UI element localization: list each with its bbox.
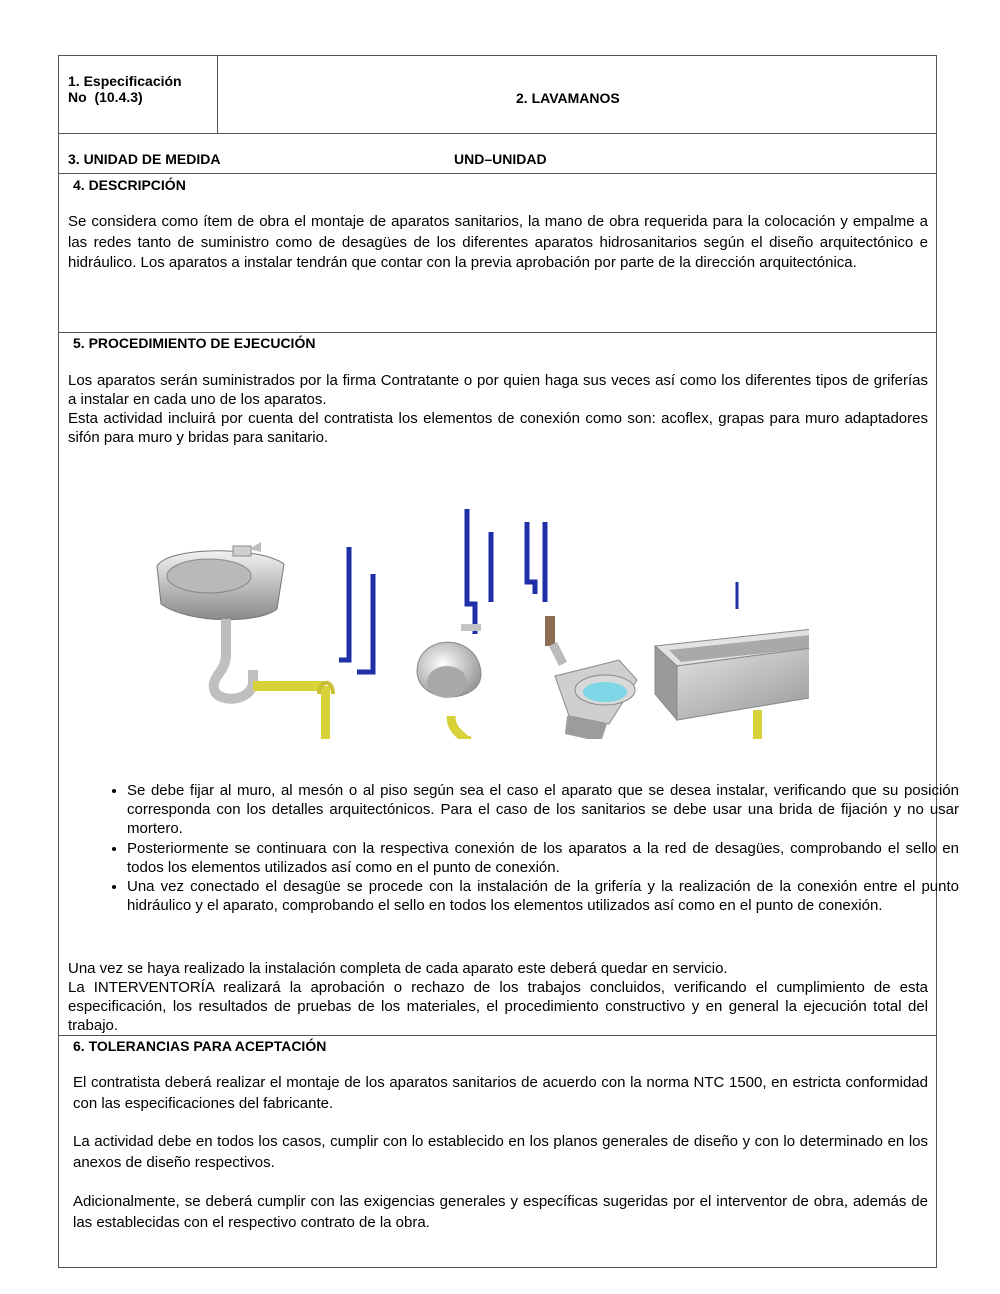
list-item: • Posteriormente se continuara con la respectiva conexión de los aparatos a la red de desagües, comprobando el sello en todos los elementos utilizados así como en el punto de conexión. [127,839,959,877]
bathtub-icon [655,582,809,739]
column-divider [217,56,218,133]
spec-label: 1. Especificación [68,73,182,89]
procedure-paragraph: Los aparatos serán suministrados por la firma Contratante o por quien haga sus veces así como los diferentes tipos de griferías a instalar en cada uno de los aparatos. [68,372,928,408]
toilet-icon [527,522,637,739]
urinal-icon [417,509,491,739]
sanitary-fixtures-illustration [149,454,809,739]
procedure-steps-list [97,781,959,915]
row-divider [59,1035,936,1036]
list-item: • Se debe fijar al muro, al mesón o al piso según sea el caso el aparato que se desea instalar, verificando que su posición corresponda con los detalles arquitectónicos. Para el caso de los sanitarios se debe usar una brida de fijación y no usar mortero. [127,781,959,839]
procedure-paragraph: Esta actividad incluirá por cuenta del contratista los elementos de conexión como son: acoflex, grapas para muro adaptadores sifón para muro y bridas para sanitario. [68,410,928,446]
closing-paragraph: Una vez se haya realizado la instalación completa de cada aparato este deberá quedar en servicio. [68,960,728,977]
row-divider [59,173,936,174]
washbasin-icon [157,542,373,739]
procedure-heading: 5. PROCEDIMIENTO DE EJECUCIÓN [73,335,316,351]
description-heading: 4. DESCRIPCIÓN [73,177,186,193]
item-title: 2. LAVAMANOS [516,90,620,106]
list-item: • Una vez conectado el desagüe se procede con la instalación de la grifería y la realización de la conexión entre el punto hidráulico y el aparato, comprobando el sello en todos los elementos utilizados así como en el punto de conexión. [127,877,959,915]
tolerances-heading: 6. TOLERANCIAS PARA ACEPTACIÓN [73,1038,327,1054]
closing-paragraph: La INTERVENTORÍA realizará la aprobación o rechazo de los trabajos concluidos, verificando el cumplimiento de esta especificación, los resultados de pruebas de los materiales, el procedimiento constructivo y en general la ejecución total del trabajo. [68,979,928,1034]
tolerances-paragraph: La actividad debe en todos los casos, cumplir con lo establecido en los planos generales de diseño y con lo determinado en los anexos de diseño respectivos. [73,1133,928,1171]
row-divider [59,332,936,333]
unit-value: UND–UNIDAD [454,151,547,167]
specification-sheet [58,55,959,1268]
description-text: Se considera como ítem de obra el montaje de aparatos sanitarios, la mano de obra requerida para la colocación y empalme a las redes tanto de suministro como de desagües de los diferentes aparatos hidrosanitarios según el diseño arquitectónico e hidráulico. Los aparatos a instalar tendrán que contar con la previa aprobación por parte de la dirección arquitectónica. [68,213,928,271]
spec-number: No (10.4.3) [68,89,143,105]
tolerances-paragraph: Adicionalmente, se deberá cumplir con las exigencias generales y específicas sugeridas por el interventor de obra, además de las establecidas con el respectivo contrato de la obra. [73,1193,928,1231]
tolerances-paragraph: El contratista deberá realizar el montaje de los aparatos sanitarios de acuerdo con la norma NTC 1500, en estricta conformidad con las especificaciones del fabricante. [73,1074,928,1112]
unit-label: 3. UNIDAD DE MEDIDA [68,151,221,167]
row-divider [59,133,936,134]
